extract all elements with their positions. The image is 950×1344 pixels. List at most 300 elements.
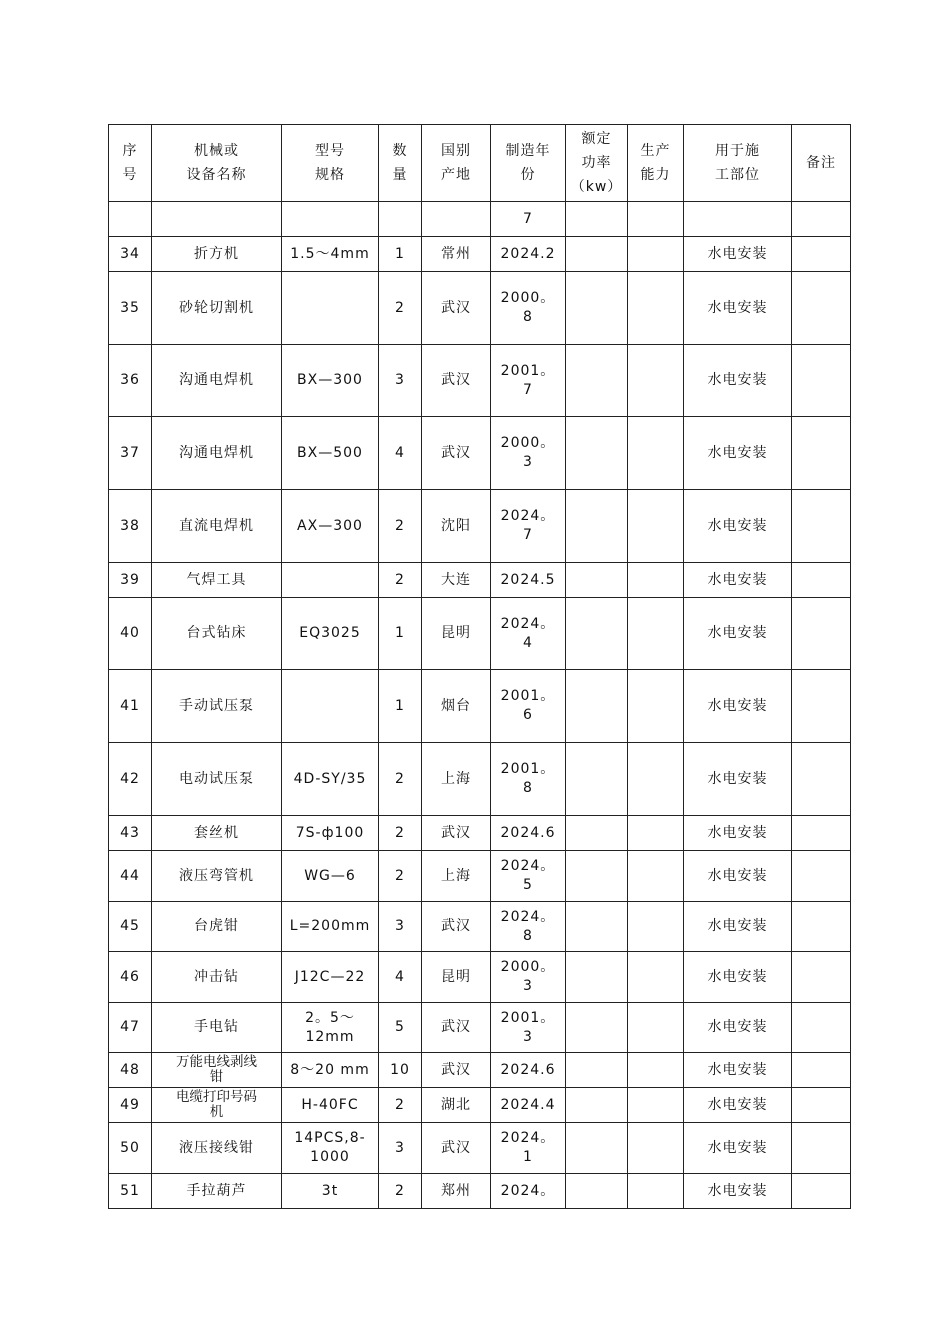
cell-text: 42 <box>120 770 140 787</box>
table-cell <box>109 598 152 670</box>
table-cell <box>628 1123 684 1174</box>
table-cell <box>282 237 379 272</box>
table-cell <box>684 1003 792 1053</box>
cell-text: 水电安装 <box>707 372 768 388</box>
cell-text: 水电安装 <box>707 824 768 841</box>
table-row <box>109 816 851 851</box>
table-row <box>109 237 851 272</box>
table-cell <box>379 816 422 851</box>
table-cell <box>628 202 684 237</box>
cell-text: 2001。 6 <box>500 688 556 723</box>
table-cell <box>282 202 379 237</box>
cell-text: 4D-SY/35 <box>293 770 367 787</box>
table-cell <box>152 952 282 1003</box>
table-cell <box>628 902 684 952</box>
table-cell <box>109 952 152 1003</box>
table-cell <box>684 598 792 670</box>
table-row <box>109 851 851 902</box>
table-cell <box>109 272 152 345</box>
cell-text: 49 <box>120 1096 140 1113</box>
cell-text: 2024.6 <box>500 824 556 841</box>
table-cell <box>152 202 282 237</box>
cell-text: 8～20 mm <box>290 1061 370 1078</box>
cell-text: 水电安装 <box>707 968 768 985</box>
table-cell <box>491 952 566 1003</box>
cell-text: AX—300 <box>297 517 363 534</box>
table-cell <box>792 1088 851 1123</box>
cell-text: 7S-ф100 <box>295 824 365 841</box>
cell-text: BX—300 <box>297 372 363 388</box>
table-cell <box>152 417 282 490</box>
table-row <box>109 1053 851 1088</box>
table-cell <box>282 272 379 345</box>
cell-text: 10 <box>390 1061 410 1078</box>
table-row <box>109 743 851 816</box>
cell-text: 2 <box>395 571 405 588</box>
table-cell <box>422 952 491 1003</box>
table-cell <box>491 272 566 345</box>
cell-text: 2000。 3 <box>500 959 556 994</box>
table-cell <box>792 1053 851 1088</box>
cell-text: 40 <box>120 625 140 641</box>
table-cell <box>566 598 628 670</box>
table-cell <box>684 1123 792 1174</box>
table-row <box>109 272 851 345</box>
cell-text: BX—500 <box>297 444 363 461</box>
table-cell <box>684 1174 792 1209</box>
table-cell <box>422 1123 491 1174</box>
table-cell <box>684 490 792 563</box>
cell-text: 昆明 <box>441 625 471 641</box>
cell-text: 武汉 <box>441 1139 471 1156</box>
cell-text: 水电安装 <box>707 571 768 588</box>
table-cell <box>379 902 422 952</box>
table-cell <box>491 851 566 902</box>
table-cell <box>152 1123 282 1174</box>
table-cell <box>422 1053 491 1088</box>
table-cell <box>109 345 152 417</box>
table-cell <box>491 237 566 272</box>
cell-text: H-40FC <box>301 1096 359 1113</box>
table-cell <box>109 670 152 743</box>
table-cell <box>566 202 628 237</box>
table-cell <box>628 237 684 272</box>
table-cell <box>422 902 491 952</box>
table-cell <box>282 1123 379 1174</box>
table-cell <box>379 237 422 272</box>
cell-text: 2 <box>395 517 405 534</box>
table-cell <box>109 1123 152 1174</box>
table-cell <box>282 1003 379 1053</box>
table-cell <box>379 1053 422 1088</box>
table-cell <box>491 202 566 237</box>
cell-text: 水电安装 <box>707 697 768 714</box>
table-row <box>109 952 851 1003</box>
table-cell <box>566 851 628 902</box>
cell-text: 水电安装 <box>707 245 768 262</box>
table-cell <box>282 1088 379 1123</box>
cell-text: 43 <box>120 824 140 841</box>
table-cell <box>628 743 684 816</box>
header-cell: 额定 功率 （kw） <box>566 125 628 202</box>
table-cell <box>566 952 628 1003</box>
cell-text: 水电安装 <box>707 1061 768 1078</box>
table-cell <box>628 417 684 490</box>
cell-text: 2 <box>395 1182 405 1199</box>
table-cell <box>282 1053 379 1088</box>
cell-text: 1 <box>395 697 405 714</box>
cell-text: 气焊工具 <box>186 571 247 588</box>
table-cell <box>684 1053 792 1088</box>
cell-text: 2024。 4 <box>500 615 556 651</box>
table-cell <box>628 851 684 902</box>
table-cell <box>792 272 851 345</box>
cell-text: 2001。 7 <box>500 362 556 398</box>
header-row <box>109 125 851 202</box>
cell-text: 38 <box>120 517 140 534</box>
table-cell <box>792 816 851 851</box>
table-cell <box>792 563 851 598</box>
table-cell <box>684 202 792 237</box>
cell-text: 2000。 3 <box>500 435 556 470</box>
table-cell <box>152 743 282 816</box>
table-row <box>109 902 851 952</box>
table-cell <box>491 490 566 563</box>
table-row <box>109 417 851 490</box>
table-cell <box>109 816 152 851</box>
table-cell <box>152 851 282 902</box>
cell-text: 大连 <box>441 571 471 588</box>
cell-text: WG—6 <box>304 867 356 884</box>
cell-text: 台式钻床 <box>186 625 247 641</box>
cell-text: 2024.2 <box>500 245 556 262</box>
table-cell <box>109 417 152 490</box>
table-row <box>109 598 851 670</box>
cell-text: 2024。 1 <box>500 1130 556 1165</box>
table-cell <box>282 563 379 598</box>
cell-text: 3t <box>321 1182 339 1199</box>
cell-text: 48 <box>120 1061 140 1078</box>
table-cell <box>379 563 422 598</box>
table-cell <box>422 237 491 272</box>
table-cell <box>152 490 282 563</box>
header-cell: 国别 产地 <box>422 125 491 202</box>
table-cell <box>422 1003 491 1053</box>
cell-text: 水电安装 <box>707 625 768 641</box>
header-cell: 机械或 设备名称 <box>152 125 282 202</box>
table-cell <box>684 952 792 1003</box>
table-cell <box>792 1174 851 1209</box>
table-cell <box>422 272 491 345</box>
cell-text: 35 <box>120 299 140 316</box>
table-cell <box>566 1003 628 1053</box>
table-cell <box>684 902 792 952</box>
table-row <box>109 202 851 237</box>
cell-text: 50 <box>120 1139 140 1156</box>
table-cell <box>152 563 282 598</box>
table-cell <box>491 670 566 743</box>
table-row <box>109 1088 851 1123</box>
table-cell <box>422 851 491 902</box>
cell-text: 7 <box>523 210 533 227</box>
cell-text: J12C—22 <box>294 968 366 985</box>
table-row <box>109 1123 851 1174</box>
table-cell <box>152 272 282 345</box>
table-cell <box>379 598 422 670</box>
table-cell <box>792 1003 851 1053</box>
cell-text: 4 <box>395 968 405 985</box>
table-cell <box>684 272 792 345</box>
cell-text: 45 <box>120 918 140 934</box>
table-cell <box>628 1053 684 1088</box>
table-cell <box>566 816 628 851</box>
header-cell: 制造年 份 <box>491 125 566 202</box>
table-cell <box>152 816 282 851</box>
table-cell <box>109 237 152 272</box>
cell-text: 常州 <box>441 245 471 262</box>
cell-text: 34 <box>120 245 140 262</box>
cell-text: 44 <box>120 867 140 884</box>
header-cell: 数 量 <box>379 125 422 202</box>
cell-text: 武汉 <box>441 918 471 934</box>
cell-text: 水电安装 <box>707 1096 768 1113</box>
cell-text: 水电安装 <box>707 867 768 884</box>
table-cell <box>152 670 282 743</box>
cell-text: 台虎钳 <box>194 918 239 934</box>
table-cell <box>792 490 851 563</box>
cell-text: EQ3025 <box>299 625 361 641</box>
cell-text: 2000。 8 <box>500 290 556 325</box>
cell-text: 水电安装 <box>707 1182 768 1199</box>
table-cell <box>422 743 491 816</box>
table-cell <box>566 1174 628 1209</box>
cell-text: 砂轮切割机 <box>179 299 254 316</box>
table-cell <box>282 952 379 1003</box>
cell-text: 武汉 <box>441 444 471 461</box>
table-cell <box>379 952 422 1003</box>
table-cell <box>152 1174 282 1209</box>
table-cell <box>566 345 628 417</box>
table-cell <box>422 1174 491 1209</box>
table-cell <box>152 598 282 670</box>
table-cell <box>282 670 379 743</box>
cell-text: 万能电线剥线 钳 <box>176 1054 257 1085</box>
table-cell <box>491 1053 566 1088</box>
table-cell <box>379 345 422 417</box>
cell-text: 套丝机 <box>194 824 239 841</box>
table-cell <box>628 952 684 1003</box>
cell-text: 51 <box>120 1182 140 1199</box>
table-row <box>109 1003 851 1053</box>
cell-text: 上海 <box>441 770 471 787</box>
header-cell: 备注 <box>792 125 851 202</box>
table-cell <box>792 345 851 417</box>
cell-text: 14PCS,8- 1000 <box>294 1130 366 1165</box>
cell-text: 武汉 <box>441 372 471 388</box>
table-cell <box>422 816 491 851</box>
table-cell <box>422 563 491 598</box>
table-cell <box>282 851 379 902</box>
table-cell <box>422 1088 491 1123</box>
cell-text: 2 <box>395 770 405 787</box>
table-cell <box>792 952 851 1003</box>
header-cell: 序 号 <box>109 125 152 202</box>
cell-text: 2。5～ 12mm <box>305 1009 355 1045</box>
table-cell <box>152 1053 282 1088</box>
table-row <box>109 670 851 743</box>
table-cell <box>152 1003 282 1053</box>
cell-text: 沟通电焊机 <box>179 372 254 388</box>
table-cell <box>379 417 422 490</box>
table-row <box>109 563 851 598</box>
table-cell <box>109 743 152 816</box>
table-cell <box>379 490 422 563</box>
cell-text: 冲击钻 <box>194 968 239 985</box>
cell-text: 武汉 <box>441 1019 471 1035</box>
cell-text: 武汉 <box>441 1061 471 1078</box>
table-cell <box>379 1174 422 1209</box>
equipment-table <box>108 124 851 1209</box>
table-row <box>109 345 851 417</box>
table-cell <box>282 345 379 417</box>
table-cell <box>282 743 379 816</box>
cell-text: 4 <box>395 444 405 461</box>
table-cell <box>566 670 628 743</box>
table-cell <box>491 1003 566 1053</box>
cell-text: 手拉葫芦 <box>186 1182 247 1199</box>
cell-text: 41 <box>120 697 140 714</box>
table-cell <box>152 237 282 272</box>
table-cell <box>109 902 152 952</box>
table-row <box>109 1174 851 1209</box>
table-cell <box>684 743 792 816</box>
table-cell <box>422 670 491 743</box>
table-cell <box>792 237 851 272</box>
table-cell <box>282 1174 379 1209</box>
table-cell <box>566 490 628 563</box>
cell-text: 手动试压泵 <box>179 697 254 714</box>
table-cell <box>566 272 628 345</box>
cell-text: 手电钻 <box>194 1019 239 1035</box>
cell-text: 3 <box>395 372 405 388</box>
cell-text: 液压接线钳 <box>179 1139 254 1156</box>
table-cell <box>491 902 566 952</box>
table-cell <box>491 563 566 598</box>
cell-text: 郑州 <box>441 1182 471 1199</box>
table-cell <box>491 816 566 851</box>
table-cell <box>792 902 851 952</box>
table-cell <box>282 417 379 490</box>
cell-text: 2 <box>395 1096 405 1113</box>
cell-text: 水电安装 <box>707 299 768 316</box>
cell-text: 液压弯管机 <box>179 867 254 884</box>
cell-text: 武汉 <box>441 824 471 841</box>
cell-text: 37 <box>120 444 140 461</box>
table-cell <box>792 598 851 670</box>
table-cell <box>422 598 491 670</box>
table-cell <box>422 490 491 563</box>
header-cell: 用于施 工部位 <box>684 125 792 202</box>
table-cell <box>628 1174 684 1209</box>
cell-text: 电动试压泵 <box>179 770 254 787</box>
table-cell <box>379 1123 422 1174</box>
header-cell: 生产 能力 <box>628 125 684 202</box>
table-cell <box>491 417 566 490</box>
table-cell <box>566 902 628 952</box>
cell-text: 47 <box>120 1019 140 1035</box>
table-cell <box>566 417 628 490</box>
cell-text: 2024.5 <box>500 571 556 588</box>
table-cell <box>628 598 684 670</box>
table-cell <box>684 851 792 902</box>
table-cell <box>109 202 152 237</box>
table-cell <box>684 345 792 417</box>
table-cell <box>491 743 566 816</box>
table-cell <box>422 202 491 237</box>
table-cell <box>379 851 422 902</box>
cell-text: 沟通电焊机 <box>179 444 254 461</box>
cell-text: 上海 <box>441 867 471 884</box>
cell-text: 39 <box>120 571 140 588</box>
cell-text: 沈阳 <box>441 517 471 534</box>
table-cell <box>109 1174 152 1209</box>
table-cell <box>282 816 379 851</box>
table-cell <box>792 670 851 743</box>
cell-text: 2 <box>395 867 405 884</box>
table-cell <box>109 1003 152 1053</box>
table-cell <box>628 345 684 417</box>
cell-text: 2001。 8 <box>500 761 556 796</box>
cell-text: 水电安装 <box>707 517 768 534</box>
table-cell <box>628 563 684 598</box>
table-cell <box>684 237 792 272</box>
table-cell <box>152 1088 282 1123</box>
table-cell <box>152 345 282 417</box>
table-row <box>109 490 851 563</box>
cell-text: 2024.6 <box>500 1061 556 1078</box>
table-cell <box>379 1003 422 1053</box>
table-cell <box>491 1088 566 1123</box>
cell-text: 1 <box>395 625 405 641</box>
cell-text: 3 <box>395 1139 405 1156</box>
table-cell <box>628 490 684 563</box>
cell-text: 2024。 8 <box>500 908 556 944</box>
table-cell <box>628 1003 684 1053</box>
cell-text: 水电安装 <box>707 1019 768 1035</box>
table-cell <box>282 490 379 563</box>
table-cell <box>379 1088 422 1123</box>
table-cell <box>566 1123 628 1174</box>
cell-text: 电缆打印号码 机 <box>176 1089 257 1120</box>
table-cell <box>491 1174 566 1209</box>
table-cell <box>109 563 152 598</box>
cell-text: 2 <box>395 824 405 841</box>
table-cell <box>109 1088 152 1123</box>
table-cell <box>566 743 628 816</box>
cell-text: L=200mm <box>289 918 371 934</box>
cell-text: 水电安装 <box>707 918 768 934</box>
table-cell <box>792 1123 851 1174</box>
table-cell <box>684 670 792 743</box>
table-cell <box>684 816 792 851</box>
table-cell <box>491 1123 566 1174</box>
table-cell <box>109 1053 152 1088</box>
cell-text: 昆明 <box>441 968 471 985</box>
table-cell <box>379 272 422 345</box>
table-cell <box>792 743 851 816</box>
table-cell <box>379 202 422 237</box>
table-cell <box>109 851 152 902</box>
